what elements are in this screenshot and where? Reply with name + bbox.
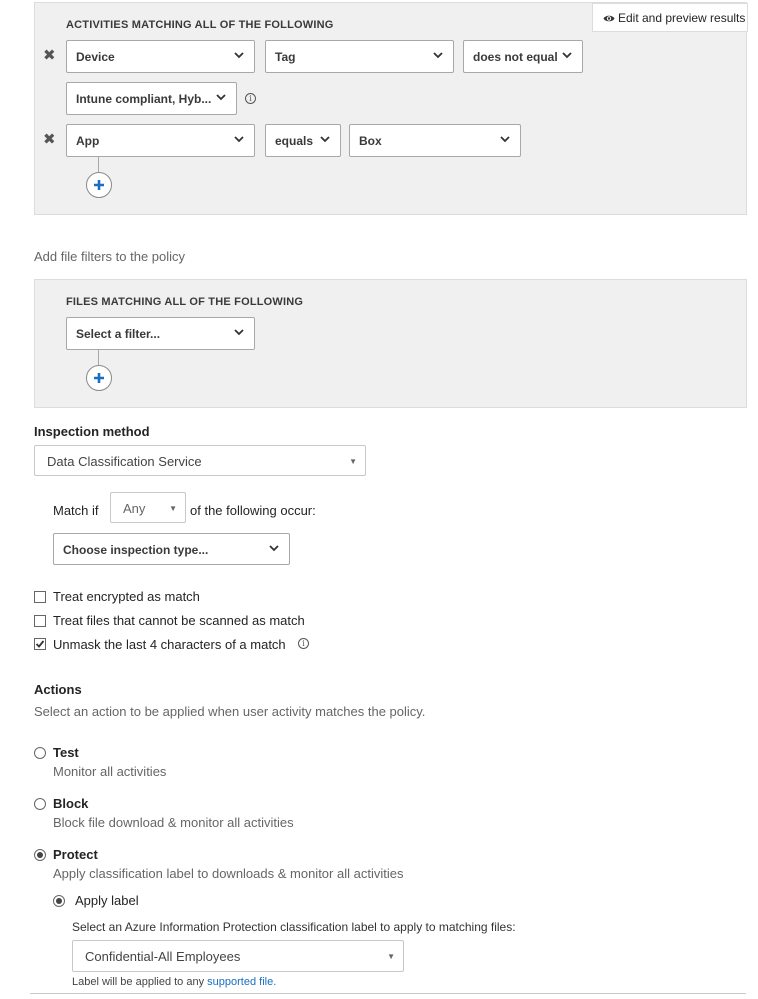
activities-panel xyxy=(34,2,747,215)
condition-2-operator-dropdown[interactable] xyxy=(265,124,341,157)
apply-label-radio[interactable] xyxy=(53,895,65,907)
activities-panel-title: ACTIVITIES MATCHING ALL OF THE FOLLOWING xyxy=(66,19,334,31)
connector-line xyxy=(98,349,99,365)
apply-label-text: Apply label xyxy=(75,893,139,908)
label-note xyxy=(72,976,276,988)
condition-2-value: Box xyxy=(359,134,382,148)
supported-file-link[interactable]: supported file. xyxy=(207,976,277,988)
inspection-type-dropdown[interactable] xyxy=(53,533,290,565)
files-panel-title: FILES MATCHING ALL OF THE FOLLOWING xyxy=(66,296,304,308)
condition-1-property-value: Tag xyxy=(275,50,296,64)
unmask-label: Unmask the last 4 characters of a match xyxy=(53,637,286,652)
unmask-checkbox[interactable] xyxy=(34,638,46,650)
eye-icon xyxy=(603,14,615,23)
match-if-label: Match if xyxy=(53,503,99,518)
chevron-down-icon xyxy=(233,49,245,61)
caret-down-icon: ▼ xyxy=(169,504,177,513)
plus-icon xyxy=(93,179,105,191)
add-activity-condition-button[interactable] xyxy=(86,172,112,198)
treat-encrypted-checkbox[interactable] xyxy=(34,591,46,603)
edit-preview-label: Edit and preview results xyxy=(618,11,746,25)
info-icon[interactable]: i xyxy=(298,638,309,649)
label-note-text: Label will be applied to any xyxy=(72,976,205,988)
caret-down-icon: ▼ xyxy=(387,952,395,961)
chevron-down-icon xyxy=(215,91,227,103)
action-protect-title: Protect xyxy=(53,847,98,862)
action-protect-radio[interactable] xyxy=(34,849,46,861)
checkmark-icon xyxy=(35,639,45,649)
apply-label-instruction: Select an Azure Information Protection classification label to apply to matching files: xyxy=(72,920,516,934)
match-any-select[interactable] xyxy=(110,492,186,523)
add-file-filter-button[interactable] xyxy=(86,365,112,391)
action-protect-desc: Apply classification label to downloads & monitor all activities xyxy=(53,866,404,881)
condition-2-filter-dropdown[interactable] xyxy=(66,124,255,157)
condition-1-value: Intune compliant, Hyb... xyxy=(76,92,212,106)
condition-1-filter-value: Device xyxy=(76,50,115,64)
action-test-desc: Monitor all activities xyxy=(53,764,167,779)
condition-1-value-dropdown[interactable] xyxy=(66,82,237,115)
file-filters-hint: Add file filters to the policy xyxy=(34,249,186,264)
condition-2-filter-value: App xyxy=(76,134,100,148)
chevron-down-icon xyxy=(499,133,511,145)
inspection-type-placeholder: Choose inspection type... xyxy=(63,543,209,557)
action-block-desc: Block file download & monitor all activities xyxy=(53,815,294,830)
file-filter-placeholder: Select a filter... xyxy=(76,327,161,341)
bottom-divider xyxy=(30,993,746,994)
inspection-method-select[interactable] xyxy=(34,445,366,476)
action-test-radio[interactable] xyxy=(34,747,46,759)
file-filter-dropdown[interactable] xyxy=(66,317,255,350)
match-any-value: Any xyxy=(123,501,146,516)
classification-label-value: Confidential-All Employees xyxy=(85,949,241,964)
condition-1-property-dropdown[interactable] xyxy=(265,40,454,73)
caret-down-icon: ▼ xyxy=(349,457,357,466)
chevron-down-icon xyxy=(233,326,245,338)
remove-condition-2-icon[interactable]: ✖ xyxy=(43,131,56,148)
files-panel xyxy=(34,279,747,408)
treat-unscanned-checkbox[interactable] xyxy=(34,615,46,627)
connector-line xyxy=(98,156,99,172)
plus-icon xyxy=(93,372,105,384)
actions-hint: Select an action to be applied when user activity matches the policy. xyxy=(34,704,426,719)
treat-encrypted-label: Treat encrypted as match xyxy=(53,589,200,604)
action-block-radio[interactable] xyxy=(34,798,46,810)
action-test-title: Test xyxy=(53,745,79,760)
condition-1-operator-dropdown[interactable] xyxy=(463,40,583,73)
inspection-method-value: Data Classification Service xyxy=(47,454,202,469)
chevron-down-icon xyxy=(233,133,245,145)
actions-heading: Actions xyxy=(34,682,82,697)
condition-2-operator-value: equals xyxy=(275,134,314,148)
classification-label-select[interactable] xyxy=(72,940,404,972)
condition-1-operator-value: does not equal xyxy=(473,50,558,64)
treat-unscanned-label: Treat files that cannot be scanned as match xyxy=(53,613,305,628)
inspection-method-heading: Inspection method xyxy=(34,424,150,439)
info-icon[interactable]: i xyxy=(245,93,256,104)
chevron-down-icon xyxy=(561,49,573,61)
condition-1-filter-dropdown[interactable] xyxy=(66,40,255,73)
edit-preview-button[interactable] xyxy=(592,3,748,32)
chevron-down-icon xyxy=(268,542,280,554)
action-block-title: Block xyxy=(53,796,89,811)
condition-2-value-dropdown[interactable] xyxy=(349,124,521,157)
chevron-down-icon xyxy=(432,49,444,61)
remove-condition-1-icon[interactable]: ✖ xyxy=(43,47,56,64)
match-suffix-label: of the following occur: xyxy=(190,503,316,518)
chevron-down-icon xyxy=(319,133,331,145)
